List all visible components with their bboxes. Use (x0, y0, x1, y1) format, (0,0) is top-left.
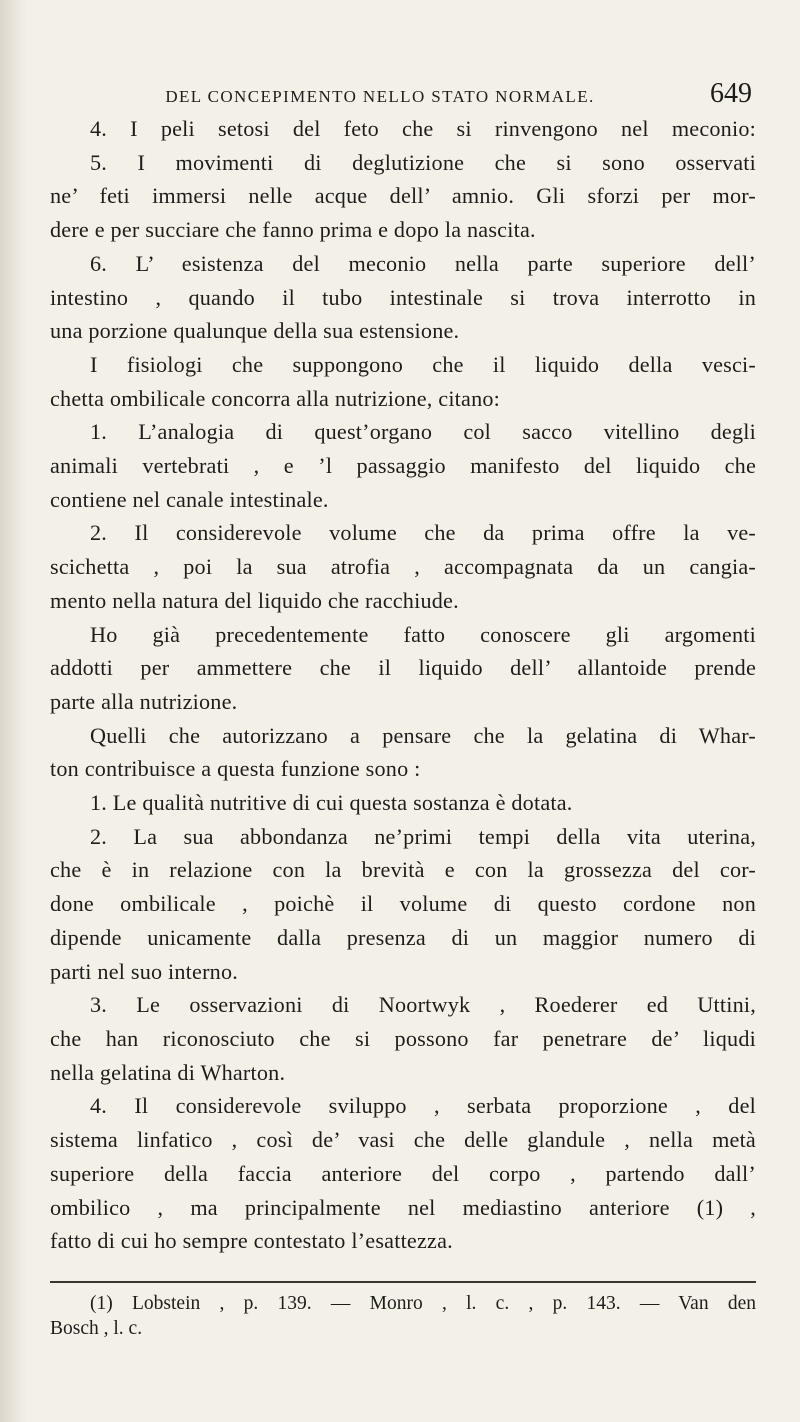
text-line: 4. I peli setosi del feto che si rinvengono nel meconio: (90, 116, 756, 141)
text-line: intestino , quando il tubo intestinale si trova interrotto in (50, 284, 756, 310)
text-line: ne’ feti immersi nelle acque dell’ amnio. Gli sforzi per mor- (50, 183, 756, 209)
text-line: 4. Il considerevole sviluppo , serbata proporzione , del (90, 1093, 756, 1119)
text-line: Quelli che autorizzano a pensare che la gelatina di Whar- (90, 722, 756, 748)
text-line: I fisiologi che suppongono che il liquido della vesci- (90, 351, 756, 377)
text-line: contiene nel canale intestinale. (50, 486, 329, 512)
text-line: parte alla nutrizione. (50, 688, 238, 714)
text-line: addotti per ammettere che il liquido dell’ allantoide prende (50, 655, 756, 681)
text-line: ombilico , ma principalmente nel mediastino anteriore (1) , (50, 1194, 756, 1220)
text-line: nella gelatina di Wharton. (50, 1059, 286, 1085)
text-line: che han riconosciuto che si possono far penetrare de’ liqudi (50, 1025, 756, 1051)
text-line: 1. Le qualità nutritive di cui questa sostanza è dotata. (90, 790, 573, 816)
text-line: Ho già precedentemente fatto conoscere gli argomenti (90, 621, 756, 647)
text-line: dipende unicamente dalla presenza di un maggior numero di (50, 924, 756, 950)
text-line: scichetta , poi la sua atrofia , accompagnata da un cangia- (50, 554, 756, 580)
page-number: 649 (710, 78, 752, 109)
text-line: 2. La sua abbondanza ne’primi tempi della vita uterina, (90, 823, 756, 849)
page-edge-shadow (0, 0, 28, 1422)
text-line: superiore della faccia anteriore del corpo , partendo dall’ (50, 1160, 756, 1186)
text-line: mento nella natura del liquido che racchiude. (50, 587, 459, 613)
footnote-line: Bosch , l. c. (50, 1317, 143, 1339)
text-line: 6. L’ esistenza del meconio nella parte superiore dell’ (90, 250, 756, 276)
book-page (50, 78, 756, 1341)
text-line: animali vertebrati , e ’l passaggio manifesto del liquido che (50, 453, 756, 479)
text-line: parti nel suo interno. (50, 958, 239, 984)
text-line: 5. I movimenti di deglutizione che si sono osservati (90, 149, 756, 175)
text-line: chetta ombilicale concorra alla nutrizione, citano: (50, 385, 501, 411)
running-title: DEL CONCEPIMENTO NELLO STATO NORMALE. (165, 87, 595, 106)
text-line: una porzione qualunque della sua estensione. (50, 318, 460, 344)
body-text (50, 112, 756, 1258)
running-head (50, 78, 756, 112)
text-line: fatto di cui ho sempre contestato l’esattezza. (50, 1228, 453, 1254)
text-line: 1. L’analogia di quest’organo col sacco vitellino degli (90, 419, 756, 445)
footnote-rule (50, 1281, 756, 1283)
text-line: 3. Le osservazioni di Noortwyk , Roederer ed Uttini, (90, 992, 756, 1018)
footnotes (50, 1291, 756, 1341)
text-line: done ombilicale , poichè il volume di questo cordone non (50, 891, 756, 917)
text-line: 2. Il considerevole volume che da prima offre la ve- (90, 520, 756, 546)
text-line: ton contribuisce a questa funzione sono : (50, 756, 421, 782)
text-line: che è in relazione con la brevità e con la grossezza del cor- (50, 857, 756, 883)
text-line: sistema linfatico , così de’ vasi che delle glandule , nella metà (50, 1127, 756, 1153)
text-line: dere e per succiare che fanno prima e dopo la nascita. (50, 217, 536, 243)
footnote-line: (1) Lobstein , p. 139. — Monro , l. c. , p. 143. — Van den (90, 1292, 756, 1314)
